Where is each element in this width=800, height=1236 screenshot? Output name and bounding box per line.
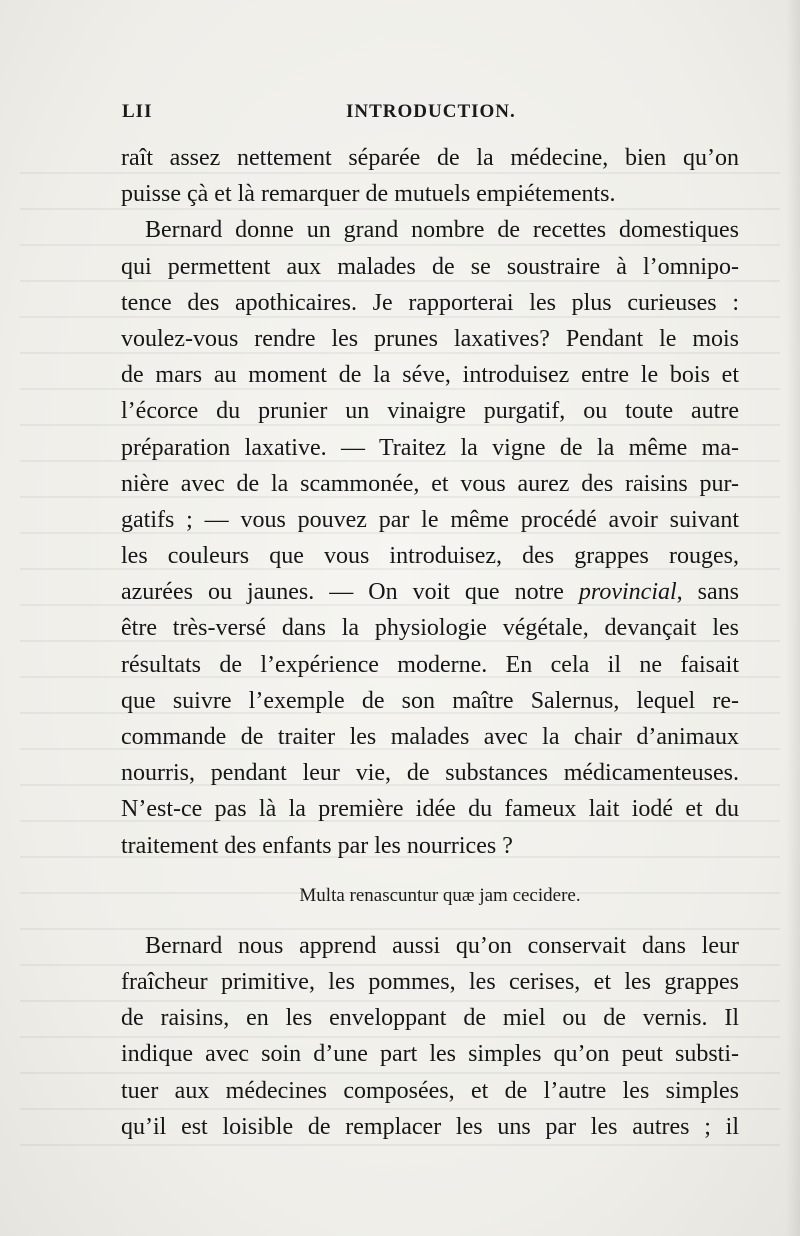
paragraph-first-line: Bernard donne un grand nombre de recettes domestiques xyxy=(145,217,739,244)
text-line: préparation laxative. — Traitez la vigne de la même ma- xyxy=(121,434,739,461)
italic-word: provincial xyxy=(578,579,677,606)
text-line: l’écorce du prunier un vinaigre purgatif, ou toute autre xyxy=(121,398,739,425)
text-line: que suivre l’exemple de son maître Salernus, lequel re- xyxy=(121,687,739,714)
text-line: nourris, pendant leur vie, de substances médicamenteuses. xyxy=(121,760,739,787)
page-edge-shadow xyxy=(786,0,800,1236)
text-line: de mars au moment de la séve, introduisez entre le bois et xyxy=(121,362,739,389)
text-line: nière avec de la scammonée, et vous aurez des raisins pur- xyxy=(121,470,739,497)
text-line: qu’il est loisible de remplacer les uns par les autres ; il xyxy=(121,1113,739,1140)
text-line: tuer aux médecines composées, et de l’autre les simples xyxy=(121,1077,739,1104)
text-line: fraîcheur primitive, les pommes, les cerises, et les grappes xyxy=(121,968,739,995)
text-line: tence des apothicaires. Je rapporterai les plus curieuses : xyxy=(121,289,739,316)
text-line: azurées ou jaunes. — On voit que notre provincial, sans xyxy=(121,579,739,606)
paragraph-first-line: Bernard nous apprend aussi qu’on conservait dans leur xyxy=(145,932,739,959)
text-line: commande de traiter les malades avec la chair d’animaux xyxy=(121,724,739,750)
text-line: gatifs ; — vous pouvez par le même procédé avoir suivant xyxy=(121,506,739,533)
text-line: traitement des enfants par les nourrices ? xyxy=(121,832,513,859)
text-line: N’est-ce pas là la première idée du fameux lait iodé et du xyxy=(121,796,739,823)
text-line: de raisins, en les enveloppant de miel ou de vernis. Il xyxy=(121,1005,739,1032)
latin-quotation: Multa renascuntur quæ jam cecidere. xyxy=(299,884,581,906)
body-text xyxy=(121,140,739,1145)
text-line: être très-versé dans la physiologie végétale, devançait les xyxy=(121,615,739,642)
text-line: puisse çà et là remarquer de mutuels empiétements. xyxy=(121,181,616,208)
text-line: voulez-vous rendre les prunes laxatives? Pendant le mois xyxy=(121,325,739,352)
text-line: indique avec soin d’une part les simples qu’on peut substi- xyxy=(121,1041,739,1068)
running-title: INTRODUCTION. xyxy=(346,101,516,122)
text-line: qui permettent aux malades de se soustraire à l’omnipo- xyxy=(121,253,739,280)
text-line: résultats de l’expérience moderne. En cela il ne faisait xyxy=(121,651,739,678)
text-line: les couleurs que vous introduisez, des grappes rouges, xyxy=(121,543,739,570)
page-header xyxy=(122,101,738,131)
text-line: raît assez nettement séparée de la médecine, bien qu’on xyxy=(121,145,739,171)
page-number: LII xyxy=(122,101,153,122)
